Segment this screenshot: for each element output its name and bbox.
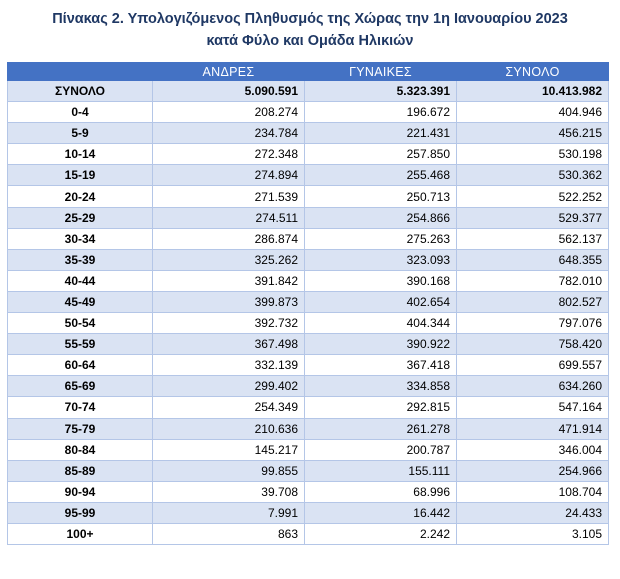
age-group-cell: 10-14 (8, 144, 153, 165)
total-cell: 634.260 (457, 376, 609, 397)
men-cell: 863 (153, 523, 305, 544)
total-cell: 802.527 (457, 291, 609, 312)
women-cell: 254.866 (305, 207, 457, 228)
total-cell: 3.105 (457, 523, 609, 544)
table-row (8, 207, 609, 228)
table-row (8, 270, 609, 291)
men-cell: 286.874 (153, 228, 305, 249)
men-cell: 274.511 (153, 207, 305, 228)
population-table (7, 62, 609, 545)
men-cell: 299.402 (153, 376, 305, 397)
women-cell: 68.996 (305, 481, 457, 502)
total-cell: 254.966 (457, 460, 609, 481)
men-cell: 254.349 (153, 397, 305, 418)
table-row (8, 502, 609, 523)
age-group-cell: 20-24 (8, 186, 153, 207)
total-women: 5.323.391 (305, 81, 457, 102)
table-row (8, 123, 609, 144)
men-cell: 332.139 (153, 355, 305, 376)
age-group-cell: 25-29 (8, 207, 153, 228)
total-cell: 522.252 (457, 186, 609, 207)
women-cell: 200.787 (305, 439, 457, 460)
age-group-cell: 40-44 (8, 270, 153, 291)
total-cell: 782.010 (457, 270, 609, 291)
total-cell: 758.420 (457, 334, 609, 355)
men-cell: 210.636 (153, 418, 305, 439)
men-cell: 392.732 (153, 313, 305, 334)
age-group-cell: 5-9 (8, 123, 153, 144)
table-row (8, 334, 609, 355)
men-cell: 271.539 (153, 186, 305, 207)
table-row (8, 439, 609, 460)
women-cell: 255.468 (305, 165, 457, 186)
age-group-cell: 15-19 (8, 165, 153, 186)
women-cell: 261.278 (305, 418, 457, 439)
men-cell: 39.708 (153, 481, 305, 502)
table-row (8, 523, 609, 544)
table-row (8, 291, 609, 312)
women-cell: 155.111 (305, 460, 457, 481)
total-label: ΣΥΝΟΛΟ (8, 81, 153, 102)
women-cell: 250.713 (305, 186, 457, 207)
header-women: ΓΥΝΑΙΚΕΣ (305, 63, 457, 81)
age-group-cell: 75-79 (8, 418, 153, 439)
women-cell: 16.442 (305, 502, 457, 523)
men-cell: 7.991 (153, 502, 305, 523)
total-cell: 404.946 (457, 102, 609, 123)
total-cell: 562.137 (457, 228, 609, 249)
women-cell: 367.418 (305, 355, 457, 376)
table-row (8, 460, 609, 481)
age-group-cell: 70-74 (8, 397, 153, 418)
total-cell: 346.004 (457, 439, 609, 460)
total-row (8, 81, 609, 102)
total-cell: 530.198 (457, 144, 609, 165)
table-row (8, 376, 609, 397)
men-cell: 208.274 (153, 102, 305, 123)
total-all: 10.413.982 (457, 81, 609, 102)
total-cell: 648.355 (457, 249, 609, 270)
table-row (8, 144, 609, 165)
women-cell: 196.672 (305, 102, 457, 123)
women-cell: 257.850 (305, 144, 457, 165)
age-group-cell: 65-69 (8, 376, 153, 397)
women-cell: 292.815 (305, 397, 457, 418)
total-cell: 547.164 (457, 397, 609, 418)
total-cell: 530.362 (457, 165, 609, 186)
men-cell: 367.498 (153, 334, 305, 355)
age-group-cell: 50-54 (8, 313, 153, 334)
age-group-cell: 100+ (8, 523, 153, 544)
header-row (8, 63, 609, 81)
men-cell: 391.842 (153, 270, 305, 291)
age-group-cell: 0-4 (8, 102, 153, 123)
men-cell: 325.262 (153, 249, 305, 270)
table-row (8, 397, 609, 418)
age-group-cell: 90-94 (8, 481, 153, 502)
total-cell: 456.215 (457, 123, 609, 144)
age-group-cell: 45-49 (8, 291, 153, 312)
table-row (8, 355, 609, 376)
total-men: 5.090.591 (153, 81, 305, 102)
total-cell: 24.433 (457, 502, 609, 523)
men-cell: 272.348 (153, 144, 305, 165)
total-cell: 108.704 (457, 481, 609, 502)
title-line-2: κατά Φύλο και Ομάδα Ηλικιών (206, 33, 414, 49)
men-cell: 145.217 (153, 439, 305, 460)
men-cell: 99.855 (153, 460, 305, 481)
women-cell: 221.431 (305, 123, 457, 144)
table-row (8, 313, 609, 334)
age-group-cell: 55-59 (8, 334, 153, 355)
table-title (0, 8, 620, 52)
table-row (8, 418, 609, 439)
women-cell: 2.242 (305, 523, 457, 544)
women-cell: 323.093 (305, 249, 457, 270)
table-row (8, 228, 609, 249)
table-row (8, 186, 609, 207)
women-cell: 334.858 (305, 376, 457, 397)
table-row (8, 165, 609, 186)
title-line-1: Πίνακας 2. Υπολογιζόμενος Πληθυσμός της Χώρας την 1η Ιανουαρίου 2023 (52, 11, 568, 27)
header-age-group (8, 63, 153, 81)
women-cell: 390.168 (305, 270, 457, 291)
women-cell: 275.263 (305, 228, 457, 249)
age-group-cell: 60-64 (8, 355, 153, 376)
women-cell: 404.344 (305, 313, 457, 334)
table-row (8, 102, 609, 123)
men-cell: 234.784 (153, 123, 305, 144)
total-cell: 529.377 (457, 207, 609, 228)
age-group-cell: 80-84 (8, 439, 153, 460)
men-cell: 274.894 (153, 165, 305, 186)
table-row (8, 249, 609, 270)
total-cell: 797.076 (457, 313, 609, 334)
women-cell: 402.654 (305, 291, 457, 312)
age-group-cell: 35-39 (8, 249, 153, 270)
header-men: ΑΝΔΡΕΣ (153, 63, 305, 81)
total-cell: 471.914 (457, 418, 609, 439)
table-row (8, 481, 609, 502)
age-group-cell: 30-34 (8, 228, 153, 249)
age-group-cell: 85-89 (8, 460, 153, 481)
header-total: ΣΥΝΟΛΟ (457, 63, 609, 81)
total-cell: 699.557 (457, 355, 609, 376)
age-group-cell: 95-99 (8, 502, 153, 523)
women-cell: 390.922 (305, 334, 457, 355)
men-cell: 399.873 (153, 291, 305, 312)
